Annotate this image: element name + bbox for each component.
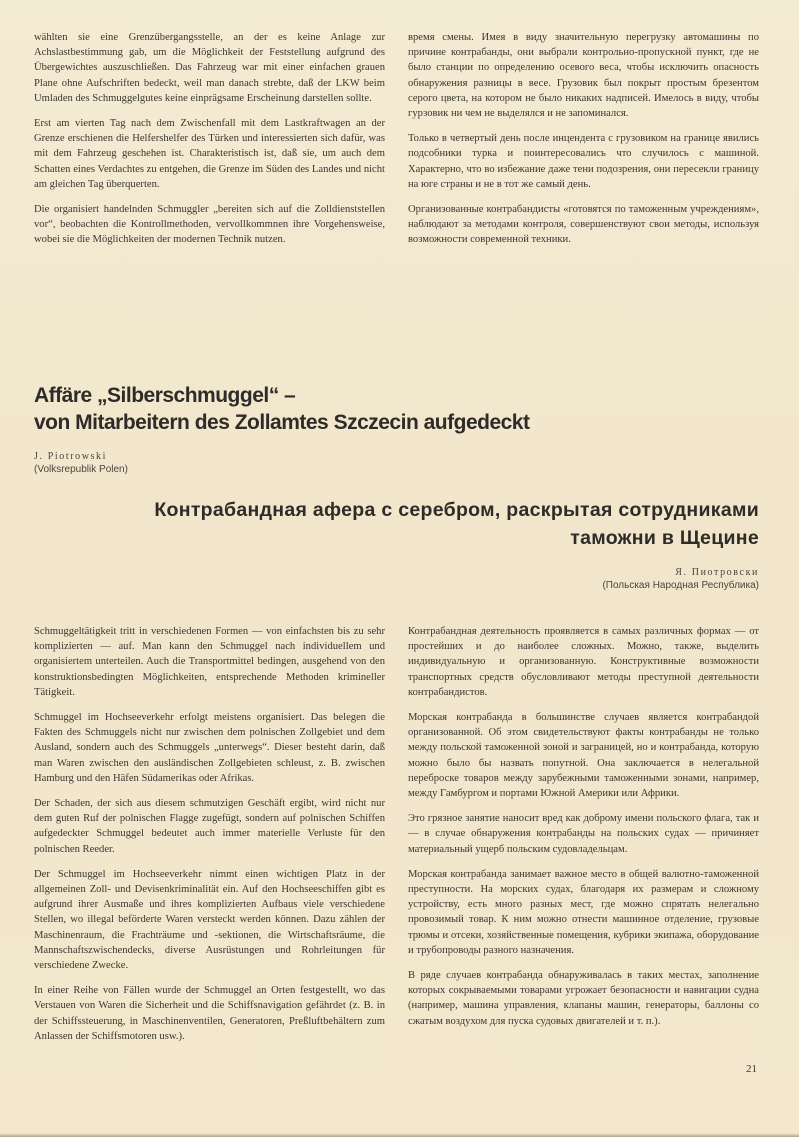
paragraph: Это грязное занятие наносит вред как доброму имени польского флага, так и — в случае обнаружения контрабанды на польских судах — причиняет материальный ущерб польским судовладельцам. [408, 813, 759, 855]
paragraph: Erst am vierten Tag nach dem Zwischenfall mit dem Lastkraftwagen an der Grenze erschienen die Helfershelfer des Türken und interessierten sich dafür, was mit dem Fahrzeug geschehen ist. Charakteristisch ist, daß sie, um auch dem Schatten eines Verdachtes zu entgehen, die Grenze im Süden des Landes und nicht am gleichen Tag überquerten. [34, 118, 385, 190]
title-line: Контрабандная афера с серебром, раскрытая сотрудниками [154, 499, 759, 521]
article-body [34, 624, 759, 1054]
paragraph: Der Schaden, der sich aus diesem schmutzigen Geschäft ergibt, wird nicht nur dem guten Ruf der polnischen Flagge zugefügt, sondern auf polnischen Schiffen aufgedeckter Schmuggel bedeutet auch immer materielle Verluste für den polnischen Reeder. [34, 798, 385, 855]
russian-column-article [408, 624, 759, 1039]
paragraph: Контрабандная деятельность проявляется в самых различных формах — от простейших и до наиболее сложных. Можно, также, выделить индивидуальную и организованную. Конструктивные возможности транспортных средств обусловливают методы преступной деятельности контрабандистов. [408, 626, 759, 698]
page-edge [0, 1133, 799, 1137]
paragraph: Морская контрабанда занимает важное место в общей валютно-таможенной преступности. На морских судах, благодаря их размерам и сложному устройству, есть много разных мест, где можно спрятать нелегально провозимый товар. К ним можно отнести машинное отделение, грузовые трюмы и отсеки, хозяйственные помещения, кубрики экипажа, оборудование и трубопроводы разного назначения. [408, 868, 759, 956]
author-russian: Я. Пиотровски [675, 567, 759, 578]
paragraph: Die organisiert handelnden Schmuggler „bereiten sich auf die Zolldienststellen vor“, beobachten die Kontrollmethoden, vervollkommnen ihre Vorgehensweise, wobei sie die Möglichkeiten der modernen Technik nutzen. [34, 204, 385, 246]
author-country-german: (Volksrepublik Polen) [34, 464, 128, 475]
paragraph: Только в четвертый день после инцендента с грузовиком на границе явились подсобники турка и поинтересовались что случилось с машиной. Характерно, что во избежание даже тени подозрения, они пересекли границу на юге страны и не в тот же самый день. [408, 133, 759, 190]
article-title-russian [34, 496, 759, 552]
german-column-top [34, 30, 385, 258]
page-number: 21 [746, 1063, 757, 1076]
author-german: J. Piotrowski [34, 451, 108, 462]
paragraph: В ряде случаев контрабанда обнаруживалась в таких местах, заполнение которых сокрываемыми товарами угрожает безопасности и навигации судна (например, машина управления, клапаны машин, генераторы, баллоны со сжатым воздухом для пуска судовых двигателей и т. п.). [408, 970, 759, 1027]
paragraph: Der Schmuggel im Hochseeverkehr nimmt einen wichtigen Platz in der allgemeinen Zoll- und Devisenkriminalität ein. Auf den Hochseeschiffen gibt es aufgrund ihrer Ausmaße und ihres komplizierten Aufbaus viele verschiedene Stellen, wo illegal beförderte Waren versteckt werden können. Dazu zählen der Maschinenraum, die Frachträume und -sektionen, die Wirtschaftsräume, die Mannschaftszwischendecks, diverse Ausrüstungen und Rohrleitungen für verschiedene Zwecke. [34, 868, 385, 972]
paragraph: Schmuggeltätigkeit tritt in verschiedenen Formen — von einfachsten bis zu sehr komplizierten — auf. Man kann den Schmuggel nach individuellem und organisiertem unterteilen. Auch die Transportmittel bedingen, ausgehend von den konstruktionsbedingten Möglichkeiten, entsprechende Methoden krimineller Tätigkeit. [34, 626, 385, 698]
russian-column-top [408, 30, 759, 258]
paragraph: wählten sie eine Grenzübergangsstelle, an der es keine Anlage zur Achslastbestimmung gab, um die Möglichkeit der Feststellung aufgrund des Übergewichtes auszuschließen. Das Fahrzeug war mit einer einfachen grauen Plane ohne Aufschriften bedeckt, weil man danach strebte, daß der LKW beim Umladen des Schmuggelgutes keine einprägsame Erscheinung darstellen sollte. [34, 32, 385, 104]
paragraph: In einer Reihe von Fällen wurde der Schmuggel an Orten festgestellt, wo das Verstauen von Waren die Sicherheit und die Schiffsnavigation gefährdet (z. B. in der Schiffssteuerung, in Maschinenventilen, Generatoren, Preßluftbehältern zum Anlassen der Schiffsmotoren usw.). [34, 985, 385, 1042]
blank-space [34, 330, 759, 382]
german-column-article [34, 624, 385, 1054]
paragraph: Морская контрабанда в большинстве случаев является контрабандой организованной. Об этом свидетельствуют факты контрабанды не только между польской таможенной зоной и заграницей, но и контрабанда, которую можно было бы назвать попутной. Она заключается в нелегальной переброске товаров между зарубежными таможенными зонами, например, между Гамбургом и портами Южной Америки или Африки. [408, 712, 759, 800]
top-continuation [34, 30, 759, 330]
paragraph: Организованные контрабандисты «готовятся по таможенным учреждениям», наблюдают за методами контроля, совершенствуют свои методы, используя возможности современной техники. [408, 204, 759, 246]
author-country-russian: (Польская Народная Республика) [602, 580, 759, 591]
article-title-german [34, 382, 759, 436]
title-line: таможни в Щецине [570, 527, 759, 549]
paragraph: время смены. Имея в виду значительную перегрузку автомашины по причине контрабанды, они выбрали контрольно-пропускной пункт, где не было станции по определению осевого веса, чтобы исключить опасность обнаружения разницы в весе. Грузовик был покрыт простым брезентом серого цвета, на котором не было никаких надписей. Имелось в виду, чтобы гурзовик ни чем не выделялся и не запоминался. [408, 32, 759, 120]
title-line: Affäre „Silberschmuggel“ – [34, 384, 296, 407]
title-line: von Mitarbeitern des Zollamtes Szczecin aufgedeckt [34, 411, 530, 434]
paragraph: Schmuggel im Hochseeverkehr erfolgt meistens organisiert. Das belegen die Fakten des Schmuggels nicht nur zwischen dem polnischen Zollgebiet und dem Ausland, sondern auch des Schmuggels „unterwegs“. Dieser besteht darin, daß man Waren zwischen den ausländischen Zollgebieten schleust, z. B. zwischen Hamburg und den Häfen Südamerikas oder Afrikas. [34, 712, 385, 784]
